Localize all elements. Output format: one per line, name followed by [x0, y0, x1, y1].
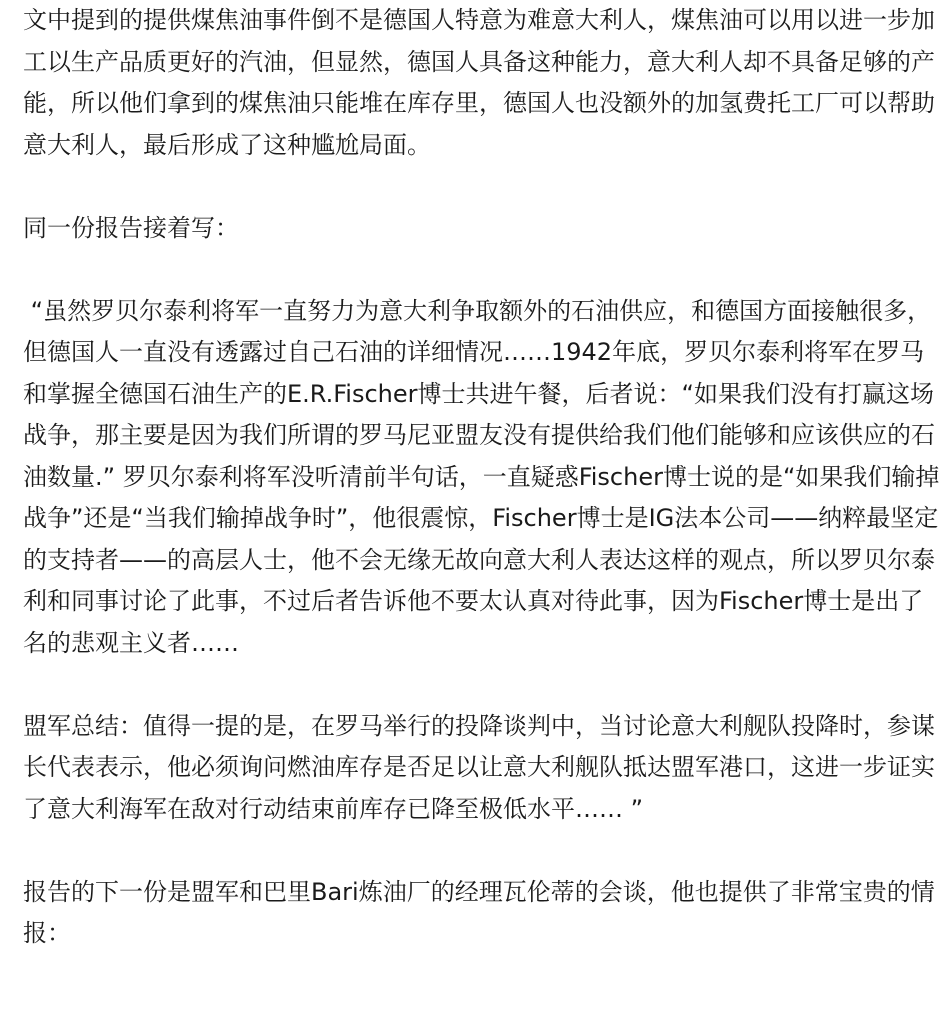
paragraph-coal-tar: 文中提到的提供煤焦油事件倒不是德国人特意为难意大利人，煤焦油可以用以进一步加工以生产品质更好的汽油，但显然，德国人具备这种能力，意大利人却不具备足够的产能，所以他们拿到的煤焦油只能堆在库存里，德国人也没额外的加氢费托工厂可以帮助意大利人，最后形成了这种尴尬局面。: [23, 6, 935, 159]
paragraph-spacer: [23, 249, 943, 291]
paragraph-spacer: [23, 830, 943, 872]
paragraph-allied-summary: 盟军总结：值得一提的是，在罗马举行的投降谈判中，当讨论意大利舰队投降时，参谋长代表表示，他必须询问燃油库存是否足以让意大利舰队抵达盟军港口，这进一步证实了意大利海军在敌对行动结束前库存已降至极低水平…… ”: [23, 711, 935, 823]
paragraph-bari-refinery: 报告的下一份是盟军和巴里Bari炼油厂的经理瓦伦蒂的会谈，他也提供了非常宝贵的情报：: [23, 877, 935, 947]
paragraph-spacer: [23, 166, 943, 208]
paragraph-report-intro: 同一份报告接着写：: [23, 213, 239, 242]
article-body: [23, 0, 943, 955]
paragraph-spacer: [23, 664, 943, 706]
paragraph-quote-fischer: “虽然罗贝尔泰利将军一直努力为意大利争取额外的石油供应，和德国方面接触很多，但德国人一直没有透露过自己石油的详细情况……1942年底，罗贝尔泰利将军在罗马和掌握全德国石油生产的E.R.Fischer博士共进午餐，后者说：“如果我们没有打赢这场战争，那主要是因为我们所谓的罗马尼亚盟友没有提供给我们他们能够和应该供应的石油数量.” 罗贝尔泰利将军没听清前半句话，一直疑惑Fischer博士说的是“如果我们输掉战争”还是“当我们输掉战争时”，他很震惊，Fischer博士是IG法本公司——纳粹最坚定的支持者——的高层人士，他不会无缘无故向意大利人表达这样的观点，所以罗贝尔泰利和同事讨论了此事，不过后者告诉他不要太认真对待此事，因为Fischer博士是出了名的悲观主义者……: [23, 296, 940, 657]
